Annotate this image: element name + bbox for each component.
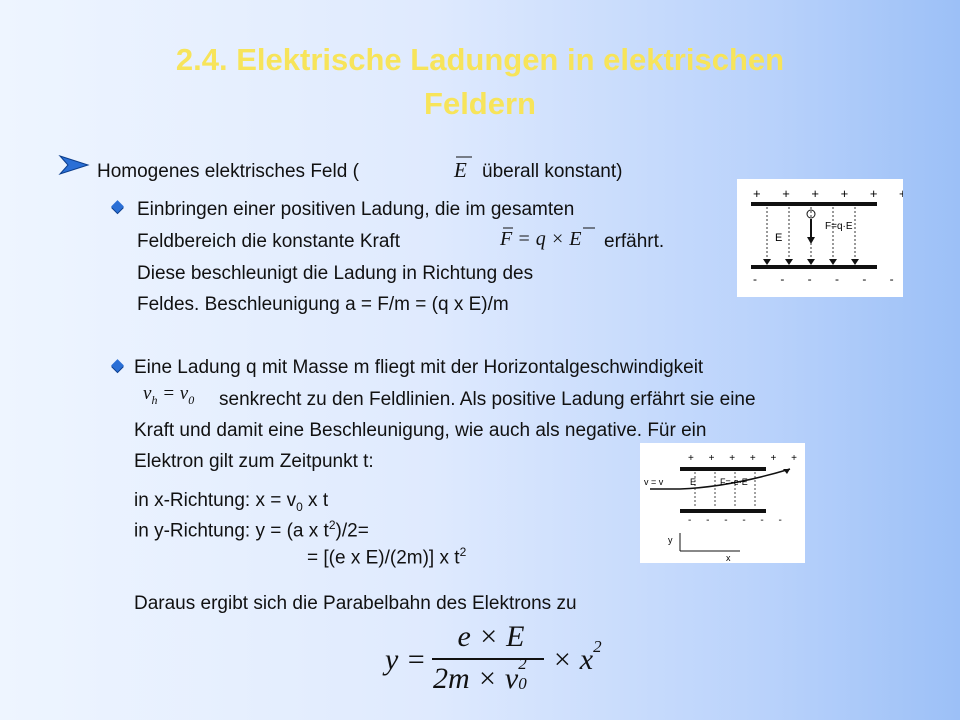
formula-denominator: 2m × v 2 0 <box>433 654 527 695</box>
minus-row: - - - - - - <box>753 272 903 286</box>
diamond-bullet-icon <box>111 359 124 372</box>
heading-text-a: Homogenes elektrisches Feld ( <box>97 161 359 182</box>
plus-row: + + + + + + <box>753 186 903 201</box>
capacitor-diagram <box>737 179 903 297</box>
svg-text:+ + + + + +: + + + + + + <box>688 453 803 464</box>
fig2-label-e: E <box>690 477 697 487</box>
formula-lhs: y = <box>385 643 427 676</box>
y-equation-2: = [(e x E)/(2m)] x $t^2$ <box>307 545 467 569</box>
heading-text-b: überall konstant) <box>482 161 623 182</box>
diamond-bullet-icon <box>111 200 124 213</box>
fig1-label-f: F=q·E <box>825 221 853 232</box>
s2-line3: Kraft und damit eine Beschleunigung, wie auch als negative. Für ein <box>134 420 707 441</box>
heading-e-vector: E <box>454 158 467 182</box>
b1-line2a: Feldbereich die konstante Kraft <box>137 231 400 252</box>
s2-line2: senkrecht zu den Feldlinien. Als positive Ladung erfährt sie eine <box>219 389 756 410</box>
s2-line4: Elektron gilt zum Zeitpunkt t: <box>134 451 374 472</box>
b1-line4: Feldes. Beschleunigung a = F/m = (q x E)/m <box>137 294 509 315</box>
x-equation: in x-Richtung: $x = v_0$ x t <box>134 490 329 514</box>
b1-line1: Einbringen einer positiven Ladung, die im gesamten <box>137 199 575 220</box>
formula-times-x: × $x^2$ <box>552 637 602 676</box>
deflection-diagram <box>640 443 805 563</box>
force-formula: F = q × E <box>500 228 582 250</box>
deflection-figure <box>640 443 805 563</box>
s2-line1: Eine Ladung q mit Masse m fliegt mit der Horizontalgeschwindigkeit <box>134 357 704 378</box>
vector-bars <box>500 225 600 231</box>
fig2-label-x: x <box>726 553 731 563</box>
vh-formula: $v_h = v_0$ <box>143 383 195 407</box>
title-line-1: 2.4. Elektrische Ladungen in elektrischen <box>175 42 785 77</box>
fig1-label-e: E <box>775 232 783 244</box>
section-heading <box>97 160 359 183</box>
arrow-bullet-icon <box>58 153 92 177</box>
fig2-label-y: y <box>668 535 673 545</box>
fraction-bar <box>432 658 544 660</box>
formula-numerator: e × E <box>457 620 525 653</box>
page-title <box>0 38 960 126</box>
fig2-label-f: F=-e·E <box>720 477 748 487</box>
y-equation: in y-Richtung: y = (a x $t^2)/2=$ <box>134 518 369 542</box>
capacitor-figure <box>737 179 903 297</box>
b1-line3: Diese beschleunigt die Ladung in Richtung des <box>137 263 534 284</box>
b1-line2b: erfährt. <box>604 231 665 252</box>
fig2-label-v: v = v <box>644 477 664 487</box>
title-line-2: Feldern <box>424 86 536 121</box>
svg-text:- - - - - -: - - - - - - <box>688 515 788 526</box>
conclusion-text: Daraus ergibt sich die Parabelbahn des Elektrons zu <box>134 593 577 614</box>
